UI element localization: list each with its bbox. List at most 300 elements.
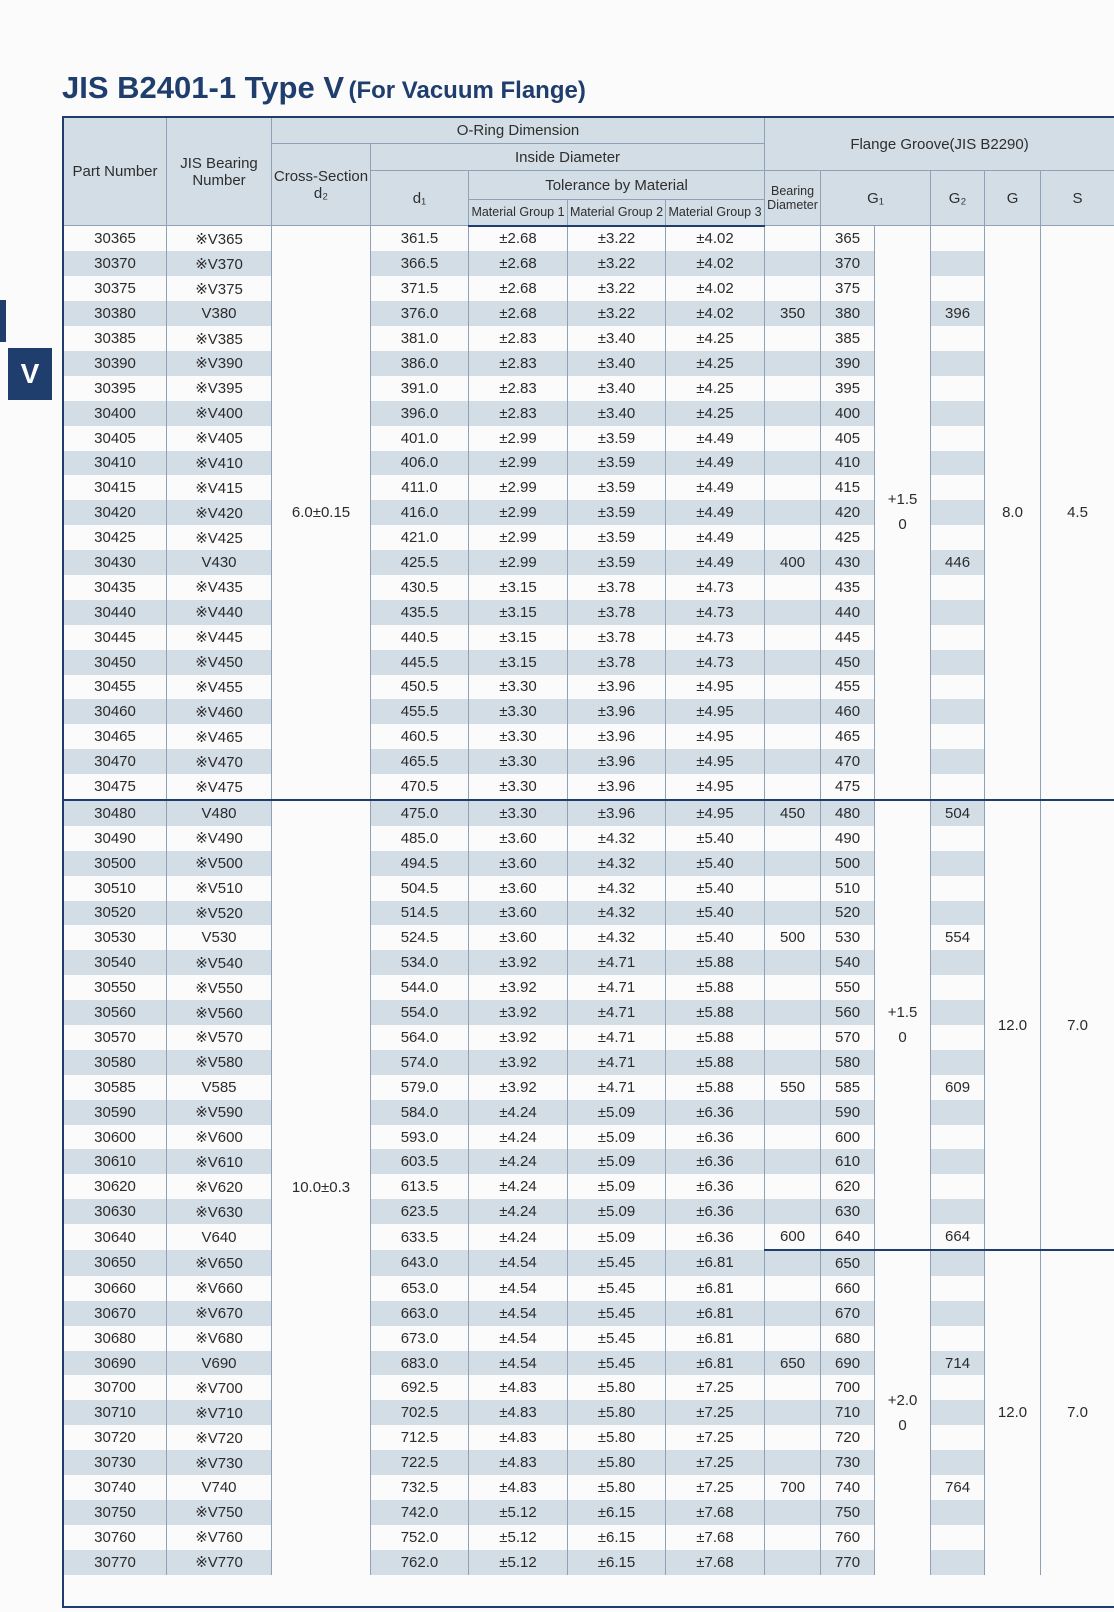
part-number-cell: 30610 [64,1149,167,1174]
part-number-cell: 30585 [64,1075,167,1100]
tol-mg2-cell: ±5.09 [568,1174,666,1199]
d1-cell: 366.5 [371,251,469,276]
jis-number-cell: V430 [167,550,272,575]
part-number-cell: 30560 [64,1000,167,1025]
table-row [64,1149,1114,1174]
g2-cell [931,475,985,500]
tol-mg2-cell: ±4.32 [568,901,666,926]
d1-cell: 683.0 [371,1351,469,1376]
g2-cell [931,1326,985,1351]
d1-cell: 440.5 [371,625,469,650]
tol-mg3-cell: ±4.25 [666,401,765,426]
tol-mg1-cell: ±3.92 [469,1000,568,1025]
g1-cell: 570 [821,1025,875,1050]
d1-cell: 742.0 [371,1500,469,1525]
g2-cell [931,451,985,476]
table-row [64,925,1114,950]
g1-cell: 690 [821,1351,875,1376]
jis-number-cell: ※V630 [167,1199,272,1224]
jis-number-cell: ※V395 [167,376,272,401]
tol-mg2-cell: ±4.32 [568,876,666,901]
part-number-cell: 30445 [64,625,167,650]
tol-mg2-cell: ±4.71 [568,950,666,975]
bearing-diameter-cell [765,351,821,376]
table-row [64,851,1114,876]
header-material-group-1: Material Group 1 [469,200,568,226]
bearing-diameter-cell [765,1400,821,1425]
g1-cell: 700 [821,1375,875,1400]
tol-mg2-cell: ±5.45 [568,1276,666,1301]
bearing-diameter-cell [765,749,821,774]
d1-cell: 673.0 [371,1326,469,1351]
tol-mg1-cell: ±4.83 [469,1425,568,1450]
tol-mg1-cell: ±2.68 [469,276,568,301]
tol-mg3-cell: ±4.49 [666,475,765,500]
d1-cell: 371.5 [371,276,469,301]
part-number-cell: 30750 [64,1500,167,1525]
g2-cell [931,1149,985,1174]
part-number-cell: 30500 [64,851,167,876]
g1-cell: 585 [821,1075,875,1100]
section-tab[interactable]: V [8,348,52,400]
part-number-cell: 30580 [64,1050,167,1075]
d1-cell: 425.5 [371,550,469,575]
g2-cell [931,901,985,926]
d1-cell: 643.0 [371,1250,469,1276]
tol-mg1-cell: ±4.24 [469,1199,568,1224]
cross-section-cell: 10.0±0.3 [272,800,371,1575]
bearing-diameter-cell [765,975,821,1000]
g2-cell [931,426,985,451]
tol-mg1-cell: ±3.92 [469,950,568,975]
g-cell: 12.0 [985,1250,1041,1575]
tol-mg3-cell: ±4.95 [666,699,765,724]
table-row [64,1550,1114,1575]
bearing-diameter-cell [765,575,821,600]
tol-mg1-cell: ±5.12 [469,1550,568,1575]
header-cross-section [272,144,371,226]
g2-cell: 714 [931,1351,985,1376]
header-part-number: Part Number [64,118,167,226]
tol-mg3-cell: ±5.88 [666,1075,765,1100]
tol-mg1-cell: ±4.54 [469,1351,568,1376]
table-row [64,1100,1114,1125]
tol-mg1-cell: ±2.83 [469,326,568,351]
tol-mg2-cell: ±3.40 [568,326,666,351]
g2-cell [931,600,985,625]
d1-cell: 722.5 [371,1450,469,1475]
header-g: G [985,171,1041,226]
tol-mg2-cell: ±4.71 [568,1000,666,1025]
jis-number-cell: ※V490 [167,826,272,851]
tol-mg3-cell: ±4.49 [666,500,765,525]
tol-mg1-cell: ±2.99 [469,525,568,550]
g2-cell [931,1100,985,1125]
g2-cell: 504 [931,800,985,826]
header-bearing-diameter: Bearing Diameter [765,171,821,226]
d1-cell: 514.5 [371,901,469,926]
header-g1: G₁ [821,171,931,226]
part-number-cell: 30660 [64,1276,167,1301]
bearing-diameter-cell: 350 [765,301,821,326]
table-row [64,1224,1114,1250]
jis-number-cell: ※V750 [167,1500,272,1525]
table-row [64,724,1114,749]
part-number-cell: 30540 [64,950,167,975]
table-row [64,749,1114,774]
jis-number-cell: ※V560 [167,1000,272,1025]
jis-number-cell: ※V425 [167,525,272,550]
part-number-cell: 30690 [64,1351,167,1376]
part-number-cell: 30400 [64,401,167,426]
tol-mg3-cell: ±4.95 [666,800,765,826]
bearing-diameter-cell: 550 [765,1075,821,1100]
bearing-diameter-cell: 650 [765,1351,821,1376]
part-number-cell: 30670 [64,1301,167,1326]
part-number-cell: 30465 [64,724,167,749]
tol-mg1-cell: ±2.99 [469,475,568,500]
g1-cell: 385 [821,326,875,351]
d1-cell: 554.0 [371,1000,469,1025]
table-row [64,1326,1114,1351]
g2-cell [931,950,985,975]
part-number-cell: 30740 [64,1475,167,1500]
tol-mg3-cell: ±4.02 [666,251,765,276]
part-number-cell: 30650 [64,1250,167,1276]
tol-mg3-cell: ±7.25 [666,1425,765,1450]
jis-number-cell: ※V410 [167,451,272,476]
d1-cell: 435.5 [371,600,469,625]
tol-mg2-cell: ±3.59 [568,525,666,550]
tol-mg2-cell: ±3.96 [568,800,666,826]
tol-mg2-cell: ±4.71 [568,975,666,1000]
tol-mg3-cell: ±6.81 [666,1351,765,1376]
tol-mg2-cell: ±3.59 [568,500,666,525]
table-row [64,550,1114,575]
bearing-diameter-cell [765,1125,821,1150]
bearing-diameter-cell [765,876,821,901]
table-row [64,1050,1114,1075]
jis-number-cell: ※V720 [167,1425,272,1450]
jis-number-cell: ※V385 [167,326,272,351]
part-number-cell: 30710 [64,1400,167,1425]
tol-mg3-cell: ±4.25 [666,376,765,401]
tol-mg3-cell: ±6.36 [666,1100,765,1125]
bearing-diameter-cell [765,675,821,700]
tol-mg2-cell: ±3.22 [568,226,666,252]
tol-mg2-cell: ±3.59 [568,426,666,451]
tol-mg3-cell: ±5.40 [666,851,765,876]
part-number-cell: 30440 [64,600,167,625]
part-number-cell: 30480 [64,800,167,826]
tol-mg1-cell: ±3.60 [469,925,568,950]
tol-mg3-cell: ±7.68 [666,1550,765,1575]
d1-cell: 534.0 [371,950,469,975]
g1-cell: 660 [821,1276,875,1301]
tol-mg3-cell: ±5.40 [666,925,765,950]
tol-mg3-cell: ±7.25 [666,1475,765,1500]
tol-mg1-cell: ±3.30 [469,724,568,749]
tol-mg3-cell: ±6.81 [666,1301,765,1326]
jis-number-cell: V585 [167,1075,272,1100]
part-number-cell: 30475 [64,774,167,800]
tol-mg2-cell: ±3.40 [568,401,666,426]
g2-cell [931,1025,985,1050]
g1-cell: 475 [821,774,875,800]
bearing-diameter-cell [765,950,821,975]
bearing-diameter-cell [765,475,821,500]
jis-number-cell: ※V590 [167,1100,272,1125]
jis-number-cell: ※V520 [167,901,272,926]
tol-mg1-cell: ±5.12 [469,1525,568,1550]
table-row [64,451,1114,476]
jis-number-cell: ※V455 [167,675,272,700]
part-number-cell: 30370 [64,251,167,276]
g1-tolerance-cell: +1.5 0 [875,800,931,1250]
tol-mg3-cell: ±7.25 [666,1450,765,1475]
tol-mg1-cell: ±4.54 [469,1276,568,1301]
tol-mg3-cell: ±7.68 [666,1500,765,1525]
jis-number-cell: ※V415 [167,475,272,500]
tol-mg3-cell: ±4.02 [666,301,765,326]
part-number-cell: 30550 [64,975,167,1000]
tol-mg2-cell: ±3.78 [568,650,666,675]
tol-mg1-cell: ±4.24 [469,1125,568,1150]
tol-mg1-cell: ±3.30 [469,800,568,826]
tol-mg3-cell: ±7.25 [666,1400,765,1425]
cross-section-label: Cross-Section [273,167,369,185]
g2-cell: 446 [931,550,985,575]
part-number-cell: 30380 [64,301,167,326]
g2-cell: 664 [931,1224,985,1250]
table-row [64,1199,1114,1224]
g2-cell [931,1400,985,1425]
tol-mg3-cell: ±5.88 [666,950,765,975]
d1-cell: 762.0 [371,1550,469,1575]
header-material-group-3: Material Group 3 [666,200,765,226]
tol-mg2-cell: ±3.59 [568,550,666,575]
d1-cell: 613.5 [371,1174,469,1199]
s-cell: 4.5 [1041,226,1114,800]
tol-mg1-cell: ±3.15 [469,600,568,625]
jis-number-cell: ※V435 [167,575,272,600]
tol-mg3-cell: ±6.36 [666,1125,765,1150]
jis-number-cell: ※V770 [167,1550,272,1575]
g2-cell [931,699,985,724]
tol-mg3-cell: ±4.49 [666,451,765,476]
tol-mg2-cell: ±5.09 [568,1100,666,1125]
tol-mg1-cell: ±2.68 [469,301,568,326]
part-number-cell: 30720 [64,1425,167,1450]
tol-mg1-cell: ±3.15 [469,625,568,650]
jis-number-cell: ※V600 [167,1125,272,1150]
table-row [64,975,1114,1000]
d1-cell: 544.0 [371,975,469,1000]
g1-cell: 375 [821,276,875,301]
g1-cell: 610 [821,1149,875,1174]
d1-cell: 579.0 [371,1075,469,1100]
tol-mg1-cell: ±3.92 [469,1025,568,1050]
jis-number-cell: V740 [167,1475,272,1500]
d1-cell: 663.0 [371,1301,469,1326]
tol-mg3-cell: ±6.81 [666,1276,765,1301]
d1-cell: 401.0 [371,426,469,451]
jis-number-cell: ※V445 [167,625,272,650]
table-row [64,1500,1114,1525]
bearing-diameter-cell: 600 [765,1224,821,1250]
tol-mg1-cell: ±4.83 [469,1400,568,1425]
tol-mg3-cell: ±4.02 [666,226,765,252]
jis-number-cell: ※V400 [167,401,272,426]
g1-cell: 420 [821,500,875,525]
cross-section-cell: 6.0±0.15 [272,226,371,800]
table-row [64,675,1114,700]
jis-number-cell: ※V730 [167,1450,272,1475]
d1-cell: 376.0 [371,301,469,326]
jis-number-cell: ※V460 [167,699,272,724]
d1-cell: 702.5 [371,1400,469,1425]
jis-number-cell: ※V500 [167,851,272,876]
tol-mg2-cell: ±6.15 [568,1550,666,1575]
g2-cell [931,575,985,600]
table-row [64,401,1114,426]
tol-mg3-cell: ±7.25 [666,1375,765,1400]
g2-cell [931,851,985,876]
jis-number-cell: ※V550 [167,975,272,1000]
part-number-cell: 30770 [64,1550,167,1575]
g2-cell [931,1250,985,1276]
title-main: JIS B2401-1 Type V [62,70,345,105]
part-number-cell: 30425 [64,525,167,550]
header-d1: d₁ [371,171,469,226]
tol-mg3-cell: ±5.40 [666,826,765,851]
tol-mg2-cell: ±6.15 [568,1500,666,1525]
part-number-cell: 30405 [64,426,167,451]
tol-mg2-cell: ±4.32 [568,925,666,950]
g1-cell: 450 [821,650,875,675]
d1-cell: 411.0 [371,475,469,500]
d1-cell: 593.0 [371,1125,469,1150]
bearing-diameter-cell [765,1250,821,1276]
table-row [64,301,1114,326]
tol-mg1-cell: ±4.24 [469,1174,568,1199]
d1-cell: 524.5 [371,925,469,950]
g1-cell: 730 [821,1450,875,1475]
g1-cell: 770 [821,1550,875,1575]
d1-cell: 633.5 [371,1224,469,1250]
table-row [64,950,1114,975]
d1-cell: 470.5 [371,774,469,800]
part-number-cell: 30470 [64,749,167,774]
part-number-cell: 30760 [64,1525,167,1550]
g1-cell: 530 [821,925,875,950]
bearing-diameter-cell [765,1375,821,1400]
jis-number-cell: V380 [167,301,272,326]
jis-number-cell: ※V465 [167,724,272,749]
g2-cell [931,1199,985,1224]
jis-number-cell: ※V570 [167,1025,272,1050]
jis-number-cell: ※V475 [167,774,272,800]
g1-cell: 435 [821,575,875,600]
bearing-diameter-cell [765,1425,821,1450]
g1-cell: 650 [821,1250,875,1276]
d1-cell: 430.5 [371,575,469,600]
tol-mg2-cell: ±4.32 [568,826,666,851]
bearing-diameter-cell [765,1326,821,1351]
tol-mg2-cell: ±3.78 [568,625,666,650]
g1-cell: 405 [821,426,875,451]
g1-cell: 410 [821,451,875,476]
g2-cell [931,774,985,800]
g2-cell [931,1525,985,1550]
table-row [64,1400,1114,1425]
tol-mg3-cell: ±6.81 [666,1326,765,1351]
g-cell: 8.0 [985,226,1041,800]
tol-mg1-cell: ±2.83 [469,401,568,426]
side-mark [0,300,6,342]
d1-cell: 445.5 [371,650,469,675]
tol-mg1-cell: ±2.83 [469,351,568,376]
g1-cell: 590 [821,1100,875,1125]
jis-number-cell: V690 [167,1351,272,1376]
tol-mg3-cell: ±4.49 [666,550,765,575]
table-row [64,351,1114,376]
g2-cell [931,1276,985,1301]
tol-mg2-cell: ±5.09 [568,1199,666,1224]
bearing-diameter-cell [765,901,821,926]
table-row [64,1025,1114,1050]
tol-mg3-cell: ±4.73 [666,600,765,625]
tol-mg1-cell: ±2.68 [469,226,568,252]
tol-mg3-cell: ±4.95 [666,774,765,800]
g1-cell: 620 [821,1174,875,1199]
bearing-diameter-cell [765,451,821,476]
header-s: S [1041,171,1114,226]
jis-number-cell: ※V710 [167,1400,272,1425]
tol-mg1-cell: ±3.60 [469,901,568,926]
jis-number-cell: ※V650 [167,1250,272,1276]
jis-number-cell: V530 [167,925,272,950]
bearing-diameter-cell [765,276,821,301]
jis-number-cell: ※V700 [167,1375,272,1400]
d1-cell: 584.0 [371,1100,469,1125]
table-row [64,600,1114,625]
g1-cell: 415 [821,475,875,500]
table-row [64,1276,1114,1301]
tol-mg1-cell: ±4.24 [469,1224,568,1250]
g1-cell: 710 [821,1400,875,1425]
d1-cell: 386.0 [371,351,469,376]
table-row [64,326,1114,351]
table-row [64,1351,1114,1376]
jis-number-cell: ※V440 [167,600,272,625]
bearing-diameter-cell [765,1050,821,1075]
table-row [64,1000,1114,1025]
tol-mg2-cell: ±3.22 [568,251,666,276]
part-number-cell: 30460 [64,699,167,724]
g1-cell: 390 [821,351,875,376]
g2-cell [931,724,985,749]
g2-cell [931,1301,985,1326]
bearing-diameter-cell [765,401,821,426]
d1-cell: 712.5 [371,1425,469,1450]
jis-number-cell: ※V660 [167,1276,272,1301]
jis-number-cell: ※V405 [167,426,272,451]
table-row [64,575,1114,600]
tol-mg3-cell: ±4.25 [666,326,765,351]
g2-cell [931,401,985,426]
tol-mg2-cell: ±4.71 [568,1025,666,1050]
